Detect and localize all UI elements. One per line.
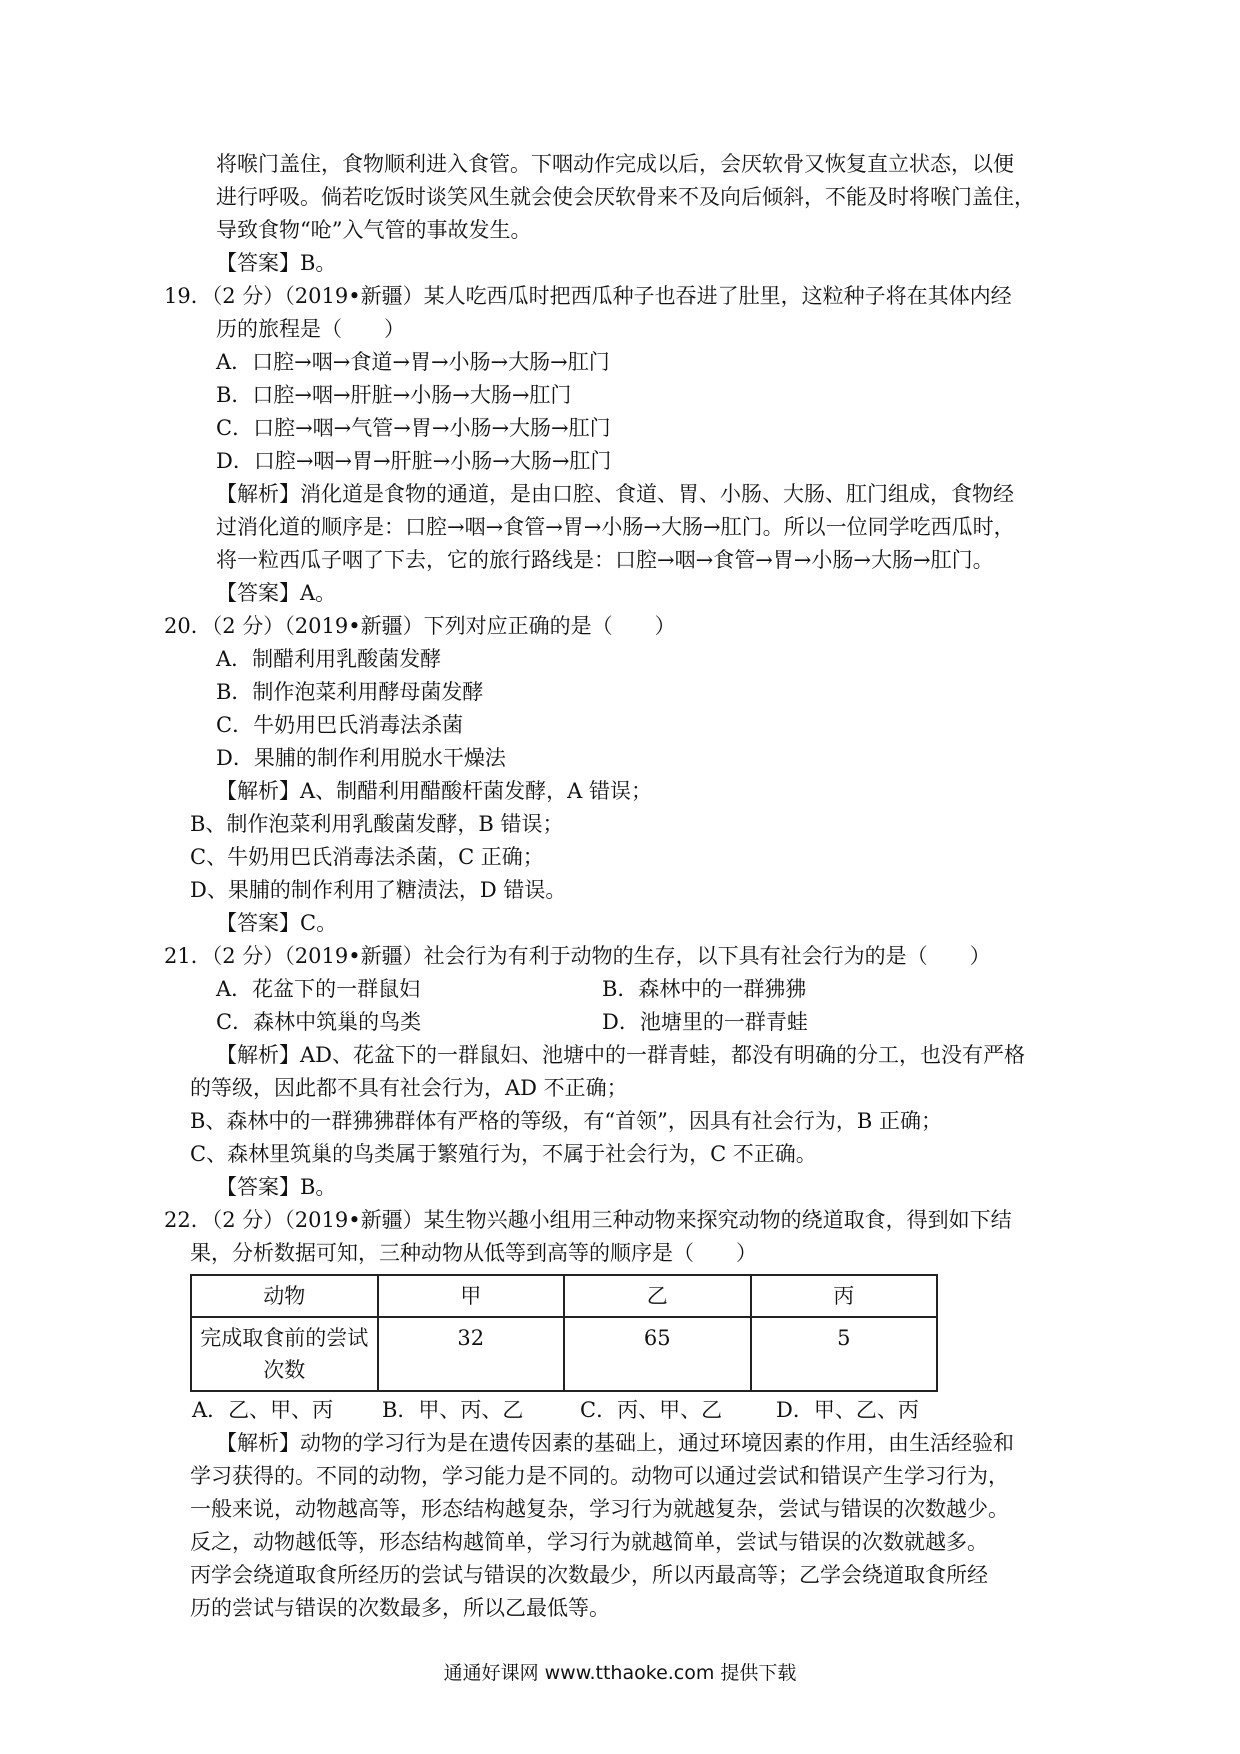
- q19-option-a: A．口腔→咽→食道→胃→小肠→大肠→肛门: [216, 350, 610, 374]
- q22-analysis: 丙学会绕道取食所经历的尝试与错误的次数最少，所以丙最高等；乙学会绕道取食所经: [190, 1563, 988, 1587]
- q19-analysis: 将一粒西瓜子咽了下去，它的旅行路线是：口腔→咽→食管→胃→小肠→大肠→肛门。: [216, 548, 994, 572]
- q18-text-line: 进行呼吸。倘若吃饭时谈笑风生就会使会厌软骨来不及向后倾斜，不能及时将喉门盖住，: [216, 185, 1035, 209]
- q22-stem: 22．（2 分）（2019•新疆）某生物兴趣小组用三种动物来探究动物的绕道取食，得到如下结: [164, 1208, 1012, 1232]
- q20-answer: 【答案】C。: [216, 911, 338, 935]
- q21-answer: 【答案】B。: [216, 1175, 337, 1199]
- table-header-row: [191, 1275, 937, 1317]
- q19-analysis: 过消化道的顺序是：口腔→咽→食管→胃→小肠→大肠→肛门。所以一位同学吃西瓜时，: [216, 515, 1015, 539]
- q18-text-line: 将喉门盖住，食物顺利进入食管。下咽动作完成以后，会厌软骨又恢复直立状态，以便: [216, 152, 1014, 176]
- q20-option-c: C．牛奶用巴氏消毒法杀菌: [216, 713, 464, 737]
- q18-text-line: 导致食物“呛”入气管的事故发生。: [216, 218, 532, 242]
- q22-options-row: [190, 1394, 1050, 1427]
- q21-option-d: D．池塘里的一群青蛙: [602, 1010, 808, 1034]
- table-header-cell: 动物: [191, 1275, 378, 1317]
- q22-analysis: 【解析】动物的学习行为是在遗传因素的基础上，通过环境因素的作用，由生活经验和: [216, 1431, 1014, 1455]
- q21-analysis: C、森林里筑巢的鸟类属于繁殖行为，不属于社会行为，C 不正确。: [190, 1142, 817, 1166]
- q21-analysis: B、森林中的一群狒狒群体有严格的等级，有“首领”，因具有社会行为，B 正确；: [190, 1109, 943, 1133]
- q21-stem: 21．（2 分）（2019•新疆）社会行为有利于动物的生存，以下具有社会行为的是（ ）: [164, 944, 991, 968]
- q22-option-b: B．甲、丙、乙: [382, 1398, 524, 1422]
- q20-stem: 20．（2 分）（2019•新疆）下列对应正确的是（ ）: [164, 614, 676, 638]
- q21-option-b: B．森林中的一群狒狒: [602, 977, 807, 1001]
- table-cell: 32: [378, 1317, 565, 1391]
- q19-option-d: D．口腔→咽→胃→肝脏→小肠→大肠→肛门: [216, 449, 612, 473]
- q21-options-row: [190, 1006, 1050, 1039]
- q20-analysis: D、果脯的制作利用了糖渍法，D 错误。: [190, 878, 567, 902]
- table-header-cell: 丙: [751, 1275, 938, 1317]
- q19-answer: 【答案】A。: [216, 581, 337, 605]
- q19-stem: 历的旅程是（ ）: [216, 317, 405, 341]
- q21-options-row: [190, 973, 1050, 1006]
- q18-answer: 【答案】B。: [216, 251, 337, 275]
- page-content: [164, 148, 1050, 1625]
- q22-stem: 果，分析数据可知，三种动物从低等到高等的顺序是（ ）: [190, 1241, 757, 1265]
- q21-analysis: 【解析】AD、花盆下的一群鼠妇、池塘中的一群青蛙，都没有明确的分工，也没有严格: [216, 1043, 1025, 1067]
- q20-option-a: A．制醋利用乳酸菌发酵: [216, 647, 442, 671]
- q22-option-c: C．丙、甲、乙: [580, 1398, 723, 1422]
- q21-option-a: A．花盆下的一群鼠妇: [216, 977, 421, 1001]
- q20-analysis: C、牛奶用巴氏消毒法杀菌，C 正确；: [190, 845, 544, 869]
- q20-option-b: B．制作泡菜利用酵母菌发酵: [216, 680, 484, 704]
- page-footer: 通通好课网 www.tthaoke.com 提供下载: [443, 1662, 797, 1684]
- q21-analysis: 的等级，因此都不具有社会行为，AD 不正确；: [190, 1076, 628, 1100]
- q22-analysis: 一般来说，动物越高等，形态结构越复杂，学习行为就越复杂，尝试与错误的次数越少。: [190, 1497, 1009, 1521]
- table-cell: 65: [564, 1317, 751, 1391]
- q19-option-c: C．口腔→咽→气管→胃→小肠→大肠→肛门: [216, 416, 611, 440]
- q20-analysis: 【解析】A、制醋利用醋酸杆菌发酵，A 错误；: [216, 779, 653, 803]
- q22-analysis: 历的尝试与错误的次数最多，所以乙最低等。: [190, 1596, 610, 1620]
- q22-data-table: [190, 1274, 938, 1392]
- table-row: [191, 1317, 937, 1391]
- q21-option-c: C．森林中筑巢的鸟类: [216, 1010, 422, 1034]
- table-row-label: 完成取食前的尝试次数: [191, 1317, 378, 1391]
- table-cell: 5: [751, 1317, 938, 1391]
- q20-option-d: D．果脯的制作利用脱水干燥法: [216, 746, 506, 770]
- table-header-cell: 甲: [378, 1275, 565, 1317]
- q22-analysis: 反之，动物越低等，形态结构越简单，学习行为就越简单，尝试与错误的次数就越多。: [190, 1530, 988, 1554]
- q22-option-a: A．乙、甲、丙: [192, 1398, 334, 1422]
- q22-analysis: 学习获得的。不同的动物，学习能力是不同的。动物可以通过尝试和错误产生学习行为，: [190, 1464, 1009, 1488]
- q19-analysis: 【解析】消化道是食物的通道，是由口腔、食道、胃、小肠、大肠、肛门组成，食物经: [216, 482, 1014, 506]
- table-header-cell: 乙: [564, 1275, 751, 1317]
- q19-stem: 19．（2 分）（2019•新疆）某人吃西瓜时把西瓜种子也吞进了肚里，这粒种子将在其体内经: [164, 284, 1012, 308]
- q19-option-b: B．口腔→咽→肝脏→小肠→大肠→肛门: [216, 383, 572, 407]
- q22-option-d: D．甲、乙、丙: [776, 1398, 919, 1422]
- q20-analysis: B、制作泡菜利用乳酸菌发酵，B 错误；: [190, 812, 564, 836]
